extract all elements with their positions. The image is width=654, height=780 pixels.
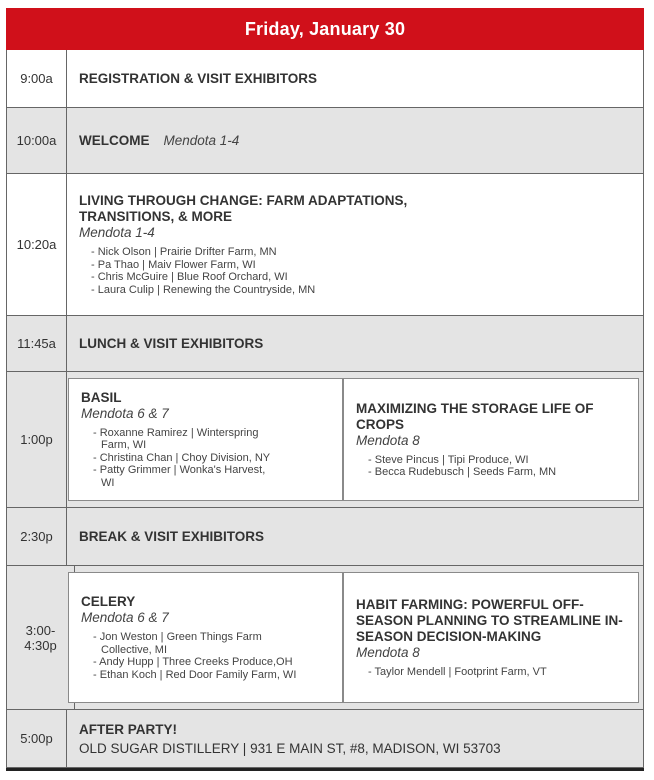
speaker-item: - Chris McGuire | Blue Roof Orchard, WI [91, 271, 463, 284]
speaker-list [79, 246, 463, 296]
session-title: LUNCH & VISIT EXHIBITORS [79, 335, 264, 351]
speaker-item: - Jon Weston | Green Things Farm Collective, MI [93, 631, 304, 656]
speaker-item: - Pa Thao | Maiv Flower Farm, WI [91, 259, 463, 272]
session-location: Mendota 8 [356, 432, 420, 448]
session-location: Mendota 1-4 [79, 225, 155, 240]
schedule [6, 8, 644, 770]
session-row [6, 710, 644, 768]
speaker-item: - Andy Hupp | Three Creeks Produce,OH [93, 656, 304, 669]
speaker-item: - Taylor Mendell | Footprint Farm, VT [368, 666, 630, 679]
venue-address: OLD SUGAR DISTILLERY | 931 E MAIN ST, #8, MADISON, WI 53703 [79, 740, 501, 756]
session-location: Mendota 1-4 [163, 132, 240, 148]
session-title: MAXIMIZING THE STORAGE LIFE OF CROPS [356, 400, 594, 432]
breakout-left [68, 572, 343, 703]
session-row [6, 372, 644, 508]
breakout-left [68, 378, 343, 501]
session-title: WELCOME [79, 132, 150, 148]
speaker-item: - Laura Culip | Renewing the Countryside, MN [91, 284, 463, 297]
speaker-item: - Christina Chan | Choy Division, NY [93, 452, 274, 465]
session-title: AFTER PARTY! [79, 721, 177, 737]
session-title: CELERY [81, 594, 136, 609]
session-row [6, 108, 644, 174]
session-location: Mendota 6 & 7 [81, 405, 169, 421]
session-time: 1:00p [7, 372, 67, 507]
session-time: 9:00a [7, 50, 67, 107]
session-row [6, 316, 644, 372]
session-title: REGISTRATION & VISIT EXHIBITORS [79, 70, 318, 86]
breakout-right [343, 378, 639, 501]
session-time: 3:00-4:30p [7, 566, 75, 709]
bottom-border [6, 768, 644, 771]
session-title: BREAK & VISIT EXHIBITORS [79, 528, 265, 544]
speaker-item: - Roxanne Ramirez | Winterspring Farm, WI [93, 427, 274, 452]
session-row [6, 508, 644, 566]
speaker-list [81, 427, 334, 490]
day-title: Friday, January 30 [244, 18, 406, 39]
speaker-item: - Becca Rudebusch | Seeds Farm, MN [368, 466, 610, 479]
schedule-day-header [6, 8, 644, 50]
session-title: HABIT FARMING: POWERFUL OFF-SEASON PLANNING TO STREAMLINE IN-SEASON DECISION-MAKING [356, 596, 623, 644]
session-time: 10:00a [7, 108, 67, 173]
session-row [6, 566, 644, 710]
session-time: 11:45a [7, 316, 67, 371]
breakout-right [343, 572, 639, 703]
session-location: Mendota 8 [356, 644, 420, 660]
session-title: LIVING THROUGH CHANGE: FARM ADAPTATIONS, TRANSITIONS, & MORE [79, 193, 408, 224]
session-location: Mendota 6 & 7 [81, 610, 169, 625]
speaker-list [356, 666, 630, 679]
speaker-item: - Nick Olson | Prairie Drifter Farm, MN [91, 246, 463, 259]
speaker-list [356, 454, 610, 479]
speaker-item: - Ethan Koch | Red Door Family Farm, WI [93, 669, 304, 682]
session-time: 10:20a [7, 174, 67, 315]
speaker-item: - Steve Pincus | Tipi Produce, WI [368, 454, 610, 467]
speaker-list [81, 631, 334, 681]
session-row [6, 50, 644, 108]
speaker-item: - Patty Grimmer | Wonka's Harvest, WI [93, 464, 274, 489]
session-time: 5:00p [7, 710, 67, 767]
session-time: 2:30p [7, 508, 67, 565]
session-row [6, 174, 644, 316]
session-title: BASIL [81, 389, 122, 405]
